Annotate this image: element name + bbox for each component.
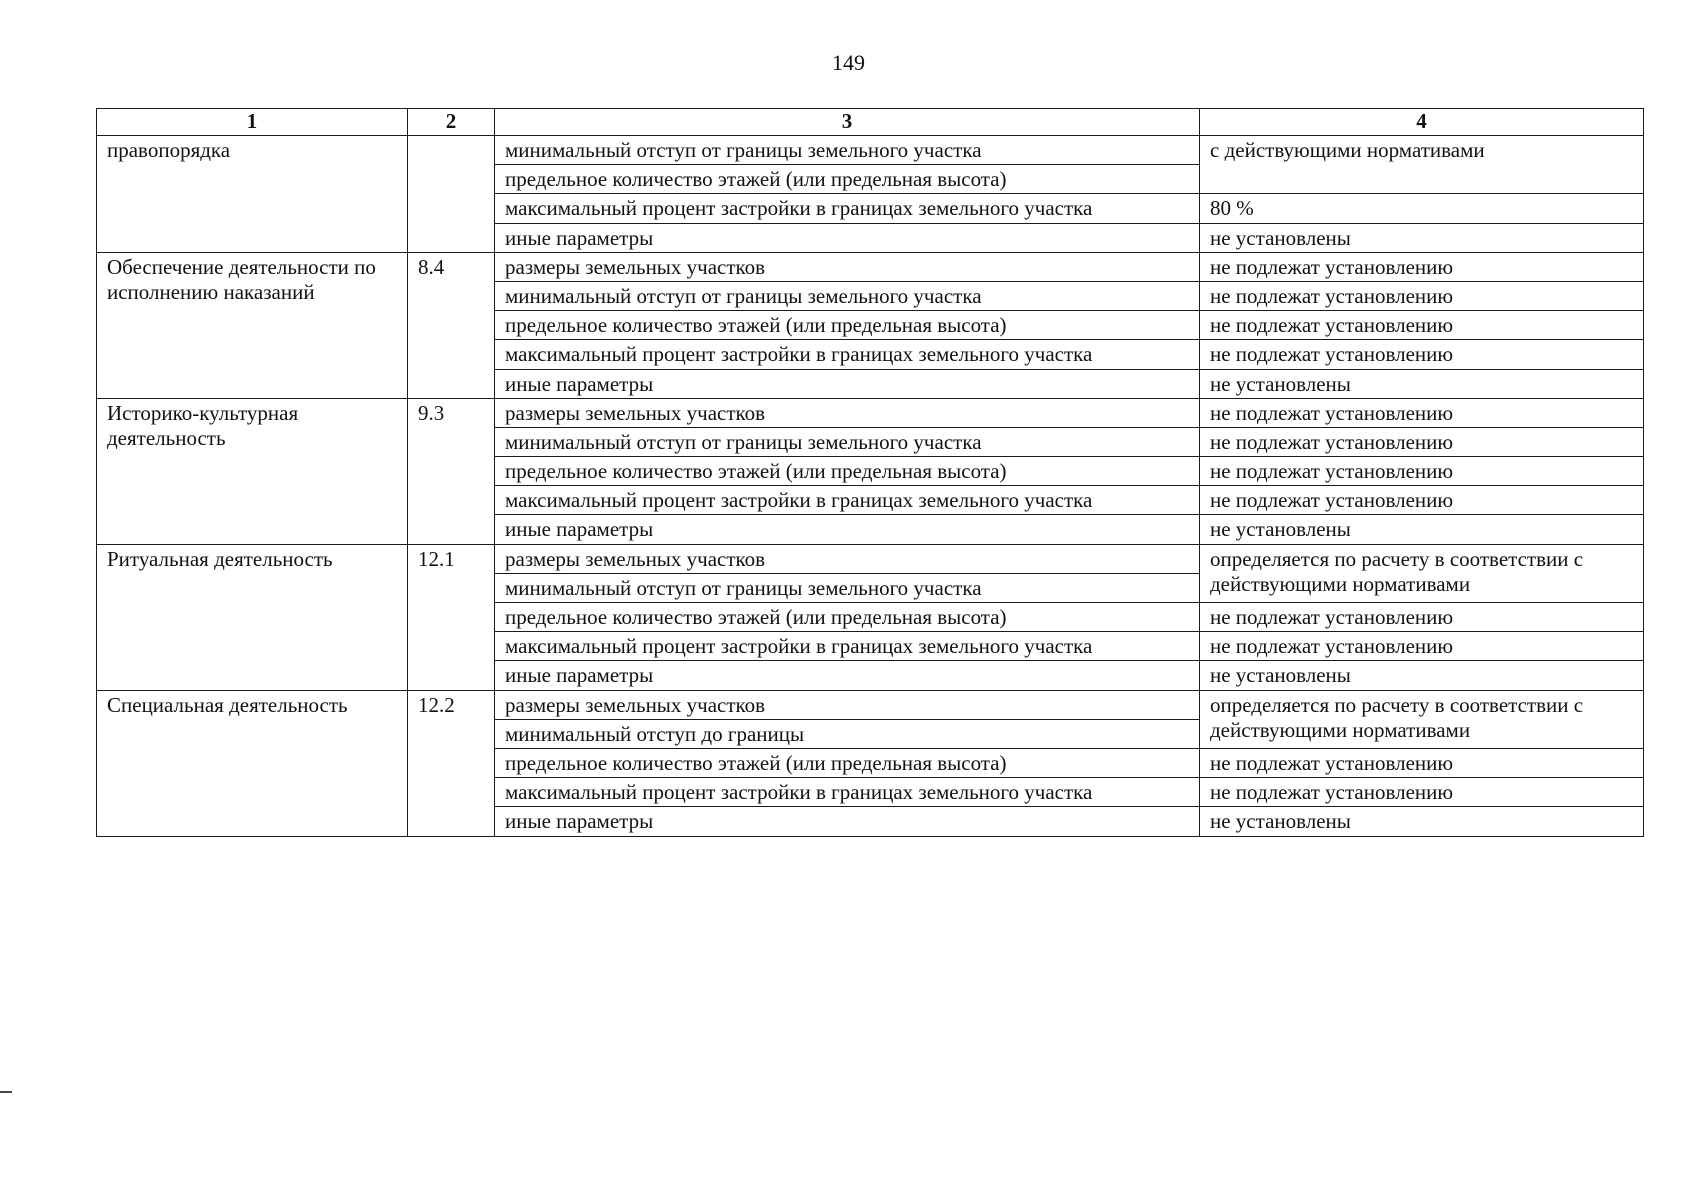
parameter-cell: иные параметры (495, 515, 1200, 544)
activity-name: Ритуальная деятельность (97, 544, 408, 690)
parameter-cell: размеры земельных участков (495, 252, 1200, 281)
table-header-row (97, 109, 1644, 136)
activity-name: Обеспечение деятельности по исполнению наказаний (97, 252, 408, 398)
activity-name: Специальная деятельность (97, 690, 408, 836)
activity-name: правопорядка (97, 136, 408, 253)
value-cell: определяется по расчету в соответствии с действующими нормативами (1200, 544, 1644, 602)
page-number: 149 (832, 50, 865, 75)
activity-code: 9.3 (408, 398, 495, 544)
header-col-4: 4 (1200, 109, 1644, 136)
parameter-cell: размеры земельных участков (495, 544, 1200, 573)
header-col-2: 2 (408, 109, 495, 136)
value-cell: не подлежат установлению (1200, 632, 1644, 661)
value-cell: не подлежат установлению (1200, 603, 1644, 632)
parameter-cell: размеры земельных участков (495, 398, 1200, 427)
value-cell: не подлежат установлению (1200, 486, 1644, 515)
parameter-cell: предельное количество этажей (или предельная высота) (495, 603, 1200, 632)
table-row (97, 252, 1644, 281)
value-cell: не подлежат установлению (1200, 252, 1644, 281)
parameter-cell: минимальный отступ от границы земельного участка (495, 136, 1200, 165)
value-cell: определяется по расчету в соответствии с действующими нормативами (1200, 690, 1644, 748)
value-cell: не установлены (1200, 515, 1644, 544)
table-row (97, 398, 1644, 427)
activity-name: Историко-культурная деятельность (97, 398, 408, 544)
parameter-cell: максимальный процент застройки в границах земельного участка (495, 632, 1200, 661)
value-cell: не подлежат установлению (1200, 281, 1644, 310)
value-cell: не установлены (1200, 661, 1644, 690)
parameter-cell: иные параметры (495, 223, 1200, 252)
parameter-cell: предельное количество этажей (или предельная высота) (495, 748, 1200, 777)
activity-code: 12.1 (408, 544, 495, 690)
value-cell: не установлены (1200, 223, 1644, 252)
table-row (97, 136, 1644, 165)
value-cell: не подлежат установлению (1200, 398, 1644, 427)
parameter-cell: минимальный отступ от границы земельного участка (495, 573, 1200, 602)
parameter-cell: предельное количество этажей (или предельная высота) (495, 311, 1200, 340)
header-col-3: 3 (495, 109, 1200, 136)
parameter-cell: максимальный процент застройки в границах земельного участка (495, 778, 1200, 807)
activity-code: 12.2 (408, 690, 495, 836)
value-cell: 80 % (1200, 194, 1644, 223)
value-cell: с действующими нормативами (1200, 136, 1644, 194)
header-col-1: 1 (97, 109, 408, 136)
parameter-cell: минимальный отступ от границы земельного участка (495, 427, 1200, 456)
value-cell: не установлены (1200, 369, 1644, 398)
value-cell: не подлежат установлению (1200, 340, 1644, 369)
regulations-table (96, 108, 1644, 837)
parameter-cell: максимальный процент застройки в границах земельного участка (495, 194, 1200, 223)
parameter-cell: предельное количество этажей (или предельная высота) (495, 457, 1200, 486)
activity-code: 8.4 (408, 252, 495, 398)
value-cell: не подлежат установлению (1200, 457, 1644, 486)
value-cell: не подлежат установлению (1200, 748, 1644, 777)
parameter-cell: минимальный отступ от границы земельного участка (495, 281, 1200, 310)
table-row (97, 690, 1644, 719)
table-row (97, 544, 1644, 573)
value-cell: не подлежат установлению (1200, 311, 1644, 340)
parameter-cell: иные параметры (495, 661, 1200, 690)
value-cell: не подлежат установлению (1200, 427, 1644, 456)
value-cell: не установлены (1200, 807, 1644, 836)
parameter-cell: иные параметры (495, 807, 1200, 836)
parameter-cell: максимальный процент застройки в границах земельного участка (495, 486, 1200, 515)
parameter-cell: предельное количество этажей (или предельная высота) (495, 165, 1200, 194)
parameter-cell: иные параметры (495, 369, 1200, 398)
scan-margin-mark (0, 1091, 12, 1093)
parameter-cell: минимальный отступ до границы (495, 719, 1200, 748)
parameter-cell: максимальный процент застройки в границах земельного участка (495, 340, 1200, 369)
activity-code (408, 136, 495, 253)
parameter-cell: размеры земельных участков (495, 690, 1200, 719)
value-cell: не подлежат установлению (1200, 778, 1644, 807)
